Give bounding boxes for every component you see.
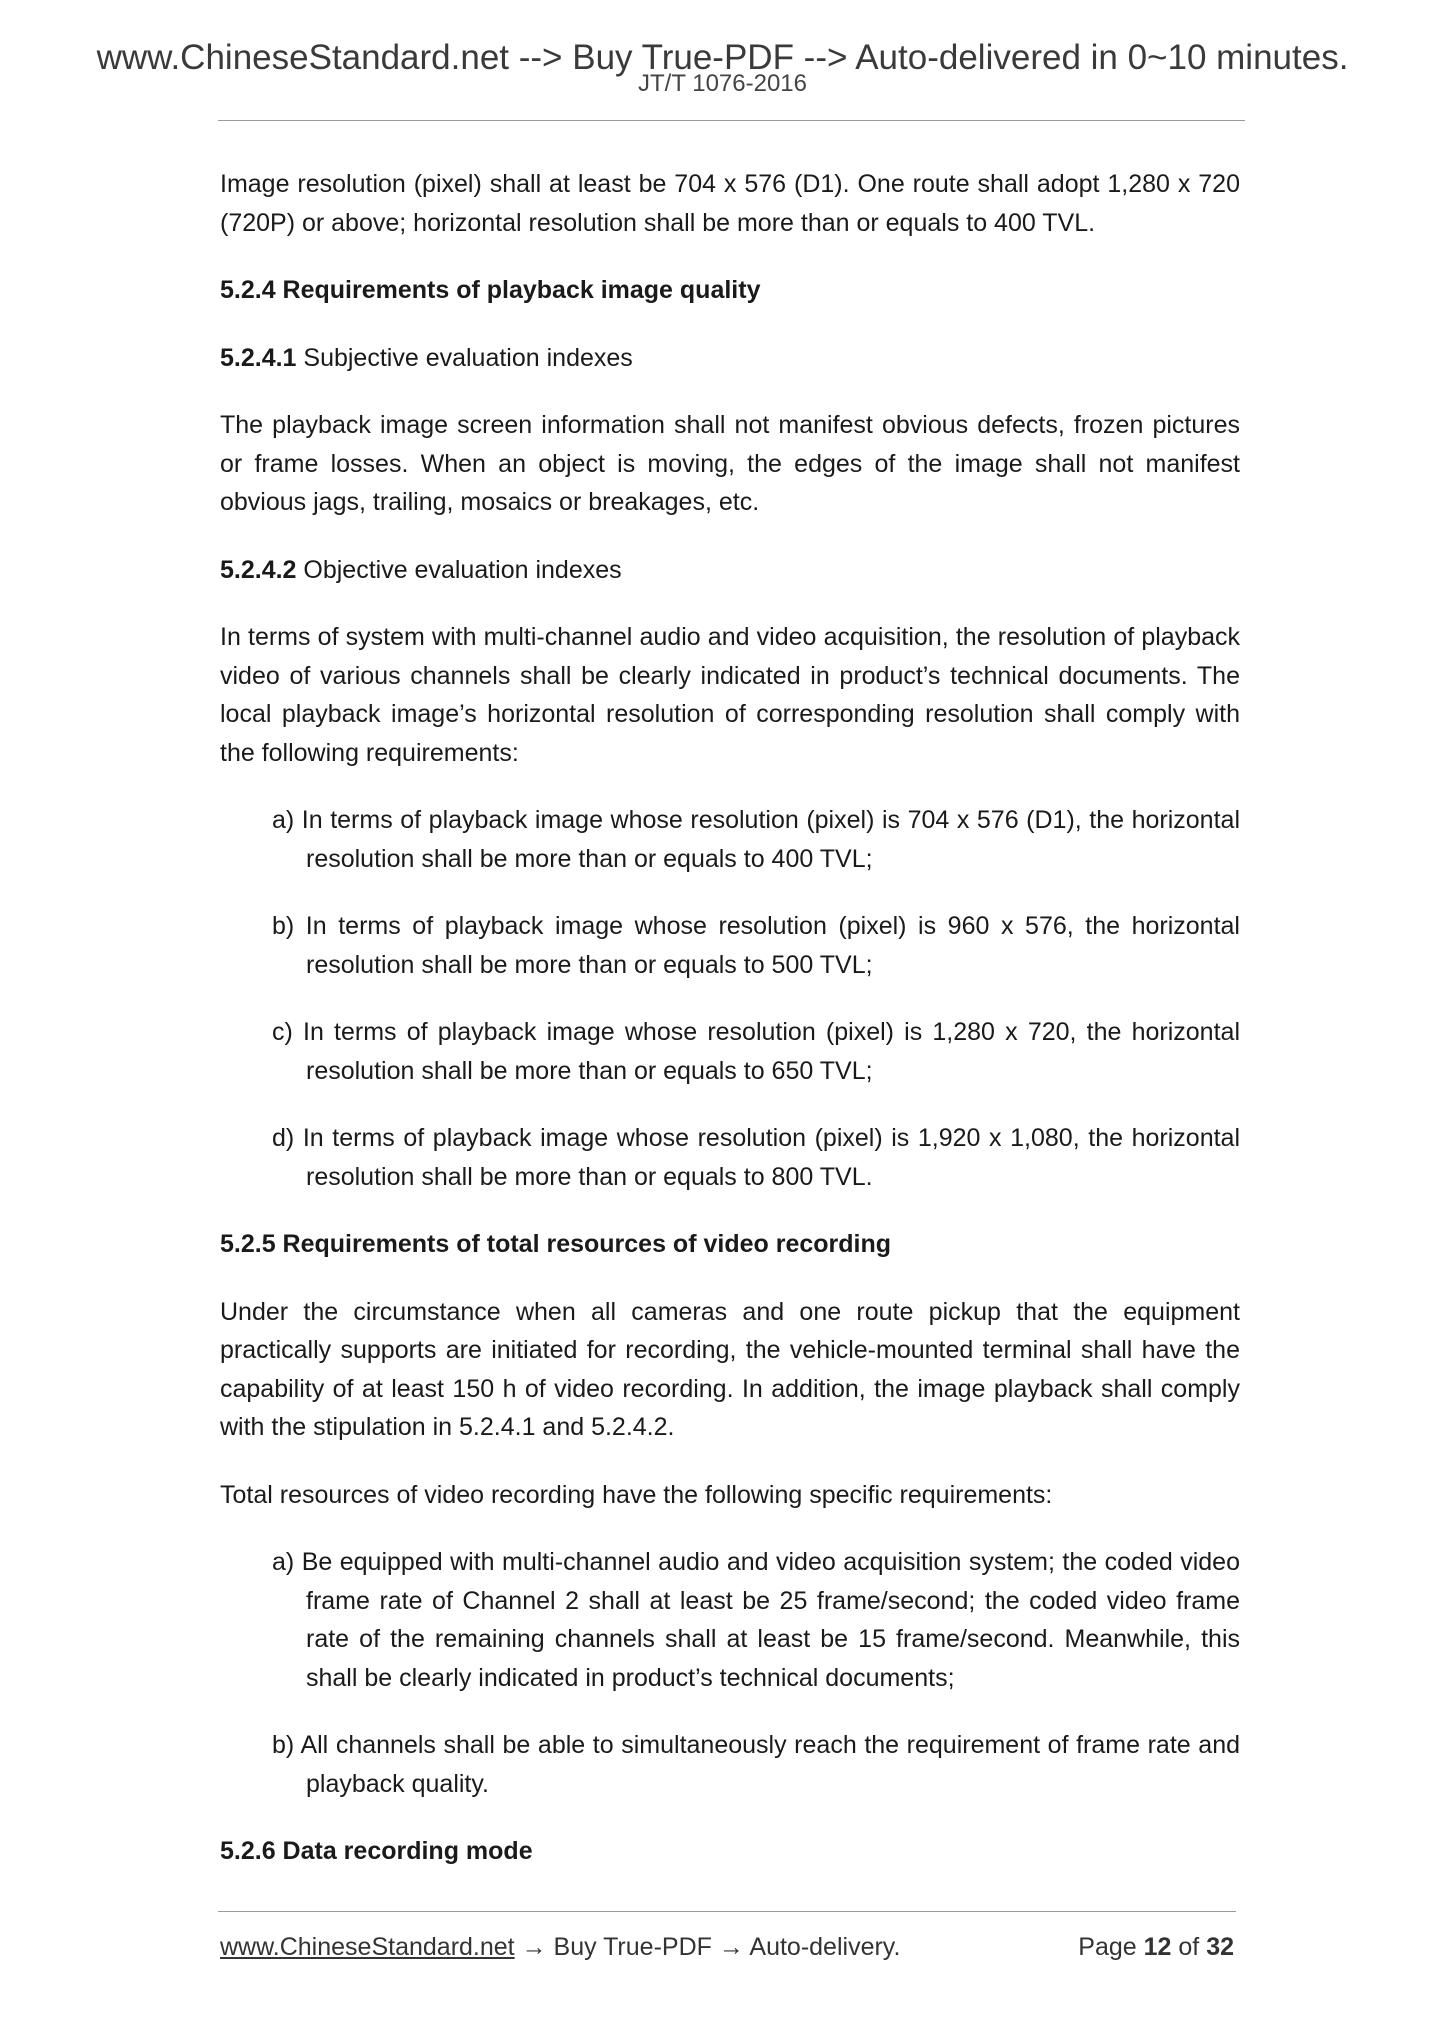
document-id: JT/T 1076-2016 [638,70,807,97]
section-title: Subjective evaluation indexes [296,343,633,372]
paragraph: Under the circumstance when all cameras and one route pickup that the equipment practically supports are initiated for recording, the vehicle-mounted terminal shall have the capability of at least 150 h of video recording. In addition, the image playback shall comply with the stipulation in 5.2.4.1 and 5.2.4.2. [220,1297,1240,1441]
paragraph: Total resources of video recording have the following specific requirements: [220,1480,1053,1509]
section-heading-5-2-6: 5.2.6 Data recording mode [220,1837,533,1865]
list-item: a) Be equipped with multi-channel audio and video acquisition system; the coded video frame rate of Channel 2 shall at least be 25 frame/second; the coded video frame rate of the remaining channels shall at least be 15 frame/second. Meanwhile, this shall be clearly indicated in product’s technical documents; [272,1548,1240,1692]
source-banner: www.ChineseStandard.net --> Buy True-PDF --> Auto-delivered in 0~10 minutes. [96,38,1349,77]
subsection-heading-5-2-4-2 [220,551,1240,590]
subsection-heading-5-2-4-1 [220,339,1240,378]
total-pages: 32 [1206,1933,1234,1961]
list-item: b) In terms of playback image whose resolution (pixel) is 960 x 576, the horizontal resolution shall be more than or equals to 500 TVL; [272,912,1240,979]
list-item: a) In terms of playback image whose resolution (pixel) is 704 x 576 (D1), the horizontal resolution shall be more than or equals to 400 TVL; [272,806,1240,873]
list-item: b) All channels shall be able to simultaneously reach the requirement of frame rate and playback quality. [272,1731,1240,1798]
page-label: Page [1078,1933,1144,1961]
section-heading-5-2-5: 5.2.5 Requirements of total resources of video recording [220,1230,892,1258]
website-link[interactable]: www.ChineseStandard.net [220,1933,515,1961]
current-page: 12 [1143,1933,1172,1961]
footer-source [220,1930,900,1964]
paragraph: In terms of system with multi-channel audio and video acquisition, the resolution of playback video of various channels shall be clearly indicated in product’s technical documents. The local playback image’s horizontal resolution of corresponding resolution shall comply with the following requirements: [220,623,1240,767]
paragraph: The playback image screen information shall not manifest obvious defects, frozen pictures or frame losses. When an object is moving, the edges of the image shall not manifest obvious jags, trailing, mosaics or breakages, etc. [220,411,1240,516]
section-heading-5-2-4: 5.2.4 Requirements of playback image quality [220,276,761,304]
section-title: Objective evaluation indexes [296,555,622,584]
paragraph: Image resolution (pixel) shall at least be 704 x 576 (D1). One route shall adopt 1,280 x 720 (720P) or above; horizontal resolution shall be more than or equals to 400 TVL. [220,170,1240,237]
list-item: c) In terms of playback image whose resolution (pixel) is 1,280 x 720, the horizontal resolution shall be more than or equals to 650 TVL; [272,1018,1240,1085]
list-item: d) In terms of playback image whose resolution (pixel) is 1,920 x 1,080, the horizontal resolution shall be more than or equals to 800 TVL. [272,1124,1240,1191]
section-number: 5.2.4.1 [220,343,297,372]
footer-divider [218,1911,1236,1912]
footer-source-text: → Buy True-PDF → Auto-delivery. [514,1933,901,1961]
page-content [220,165,1240,1900]
page-number [1078,1930,1234,1964]
header-divider [218,120,1245,121]
page-footer [220,1930,1234,1964]
section-number: 5.2.4.2 [220,555,297,584]
of-label: of [1171,1933,1207,1961]
